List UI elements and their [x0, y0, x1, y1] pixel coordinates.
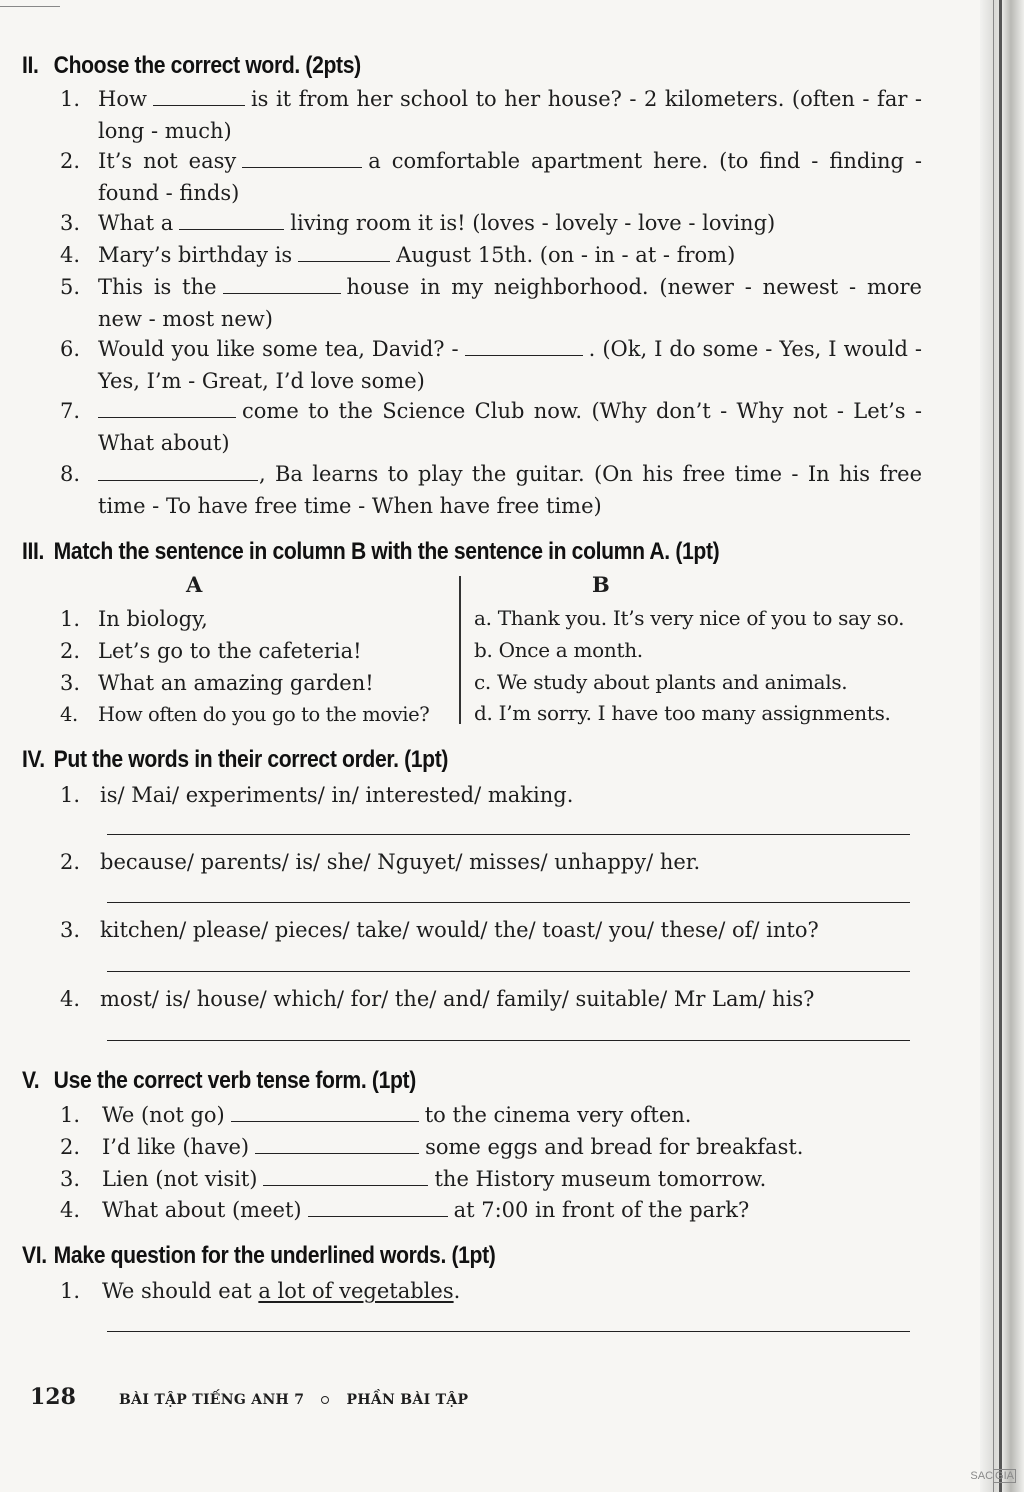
item-number: 1. [60, 607, 81, 631]
item-text: Would you like some tea, David? - [98, 337, 459, 361]
watermark [970, 1470, 1016, 1482]
answer-blank[interactable] [223, 275, 341, 294]
item-number: 5. [60, 275, 81, 299]
answer-blank[interactable] [263, 1167, 428, 1186]
item-text: It’s not easy [98, 149, 237, 173]
answer-blank[interactable] [98, 399, 236, 418]
item-number: 1. [60, 87, 81, 111]
item-text: August 15th. (on - in - at - from) [396, 243, 736, 267]
item-text: Mary’s birthday is [98, 243, 293, 267]
item-text: kitchen/ please/ pieces/ take/ would/ the/ toast/ you/ these/ of/ into? [100, 918, 819, 942]
answer-line[interactable] [107, 1040, 910, 1041]
answer-line[interactable] [107, 971, 910, 972]
column-a-item [60, 699, 429, 731]
item-text: is it from her school to her house? - 2 kilometers. (often - far - long - much) [98, 87, 922, 143]
item-text: at 7:00 in front of the park? [453, 1198, 750, 1222]
item-text: . [453, 1279, 461, 1303]
section-number: III. [22, 538, 45, 565]
exercise-item [60, 1132, 922, 1164]
section-title: Choose the correct word. (2pts) [53, 52, 361, 79]
item-text: We should eat [102, 1279, 252, 1303]
section-number: V. [22, 1067, 40, 1094]
watermark-box: GIA [995, 1470, 1014, 1482]
answer-line[interactable] [107, 902, 910, 903]
exercise-item [60, 1164, 922, 1196]
item-text: We (not go) [102, 1103, 225, 1127]
item-number: 3. [60, 211, 81, 235]
exercise-item [60, 272, 922, 335]
answer-blank[interactable] [153, 87, 245, 106]
item-number: 4. [60, 987, 81, 1011]
answer-blank[interactable] [465, 337, 583, 356]
section-3-heading [22, 538, 719, 566]
item-number: 2. [60, 1135, 81, 1159]
item-text: What a [98, 211, 174, 235]
item-text: is/ Mai/ experiments/ in/ interested/ making. [100, 783, 574, 807]
item-number: 4. [60, 1198, 81, 1222]
book-title: BÀI TẬP TIẾNG ANH 7 [119, 1392, 305, 1408]
item-text: I’d like (have) [102, 1135, 250, 1159]
binding-line [999, 0, 1002, 1492]
exercise-item [60, 1100, 922, 1132]
answer-line[interactable] [107, 1331, 910, 1332]
exercise-item [60, 780, 922, 812]
section-title: Put the words in their correct order. (1pt) [53, 746, 449, 773]
section-6-heading [22, 1242, 495, 1270]
answer-blank[interactable] [179, 211, 284, 230]
item-number: 1. [60, 1103, 81, 1127]
item-number: 8. [60, 462, 81, 486]
item-text: to the cinema very often. [424, 1103, 692, 1127]
section-5-heading [22, 1067, 416, 1095]
item-text: Let’s go to the cafeteria! [98, 639, 362, 663]
answer-blank[interactable] [98, 462, 258, 481]
item-text: most/ is/ house/ which/ for/ the/ and/ family/ suitable/ Mr Lam/ his? [100, 987, 815, 1011]
answer-blank[interactable] [242, 149, 362, 168]
item-text: . (Ok, I do some - Yes, I would - Yes, I’m - Great, I’d love some) [98, 337, 922, 393]
exercise-item [60, 146, 922, 209]
column-a-item [60, 668, 374, 700]
book-part: PHẦN BÀI TẬP [346, 1392, 469, 1408]
item-text: In biology, [98, 607, 208, 631]
answer-blank[interactable] [255, 1135, 419, 1154]
item-text: some eggs and bread for breakfast. [425, 1135, 804, 1159]
exercise-item [60, 84, 922, 147]
answer-blank[interactable] [308, 1198, 448, 1217]
exercise-item [60, 334, 922, 397]
exercise-item [60, 240, 922, 272]
item-text: What about (meet) [102, 1198, 302, 1222]
column-b-item: a. Thank you. It’s very nice of you to say so. [474, 606, 905, 630]
watermark-prefix: SAC [970, 1470, 994, 1482]
section-number: IV. [22, 746, 45, 773]
section-2-heading [22, 52, 361, 80]
item-number: 2. [60, 149, 81, 173]
item-number: 2. [60, 639, 81, 663]
page-footer [30, 1384, 468, 1410]
column-divider [459, 576, 461, 724]
item-text: How often do you go to the movie? [98, 703, 430, 726]
underlined-words: a lot of vegetables [258, 1279, 454, 1303]
item-text: because/ parents/ is/ she/ Nguyet/ misses/ unhappy/ her. [100, 850, 701, 874]
column-a-item [60, 604, 208, 636]
item-text: Lien (not visit) [102, 1167, 258, 1191]
item-text: a comfortable apartment here. (to find - finding - found - finds) [98, 149, 922, 205]
top-rule [0, 6, 60, 7]
item-text: the History museum tomorrow. [434, 1167, 767, 1191]
column-b-item: b. Once a month. [474, 638, 643, 662]
item-number: 6. [60, 337, 81, 361]
item-text: come to the Science Club now. (Why don’t - Why not - Let’s - What about) [98, 399, 922, 455]
item-number: 2. [60, 850, 81, 874]
exercise-item [60, 915, 922, 947]
item-number: 3. [60, 1167, 81, 1191]
page-number: 128 [30, 1384, 76, 1410]
exercise-item [60, 1195, 922, 1227]
column-b-item: d. I’m sorry. I have too many assignments. [474, 701, 891, 725]
item-text: house in my neighborhood. (newer - newest - more new - most new) [98, 275, 922, 331]
exercise-item [60, 1276, 922, 1308]
answer-blank[interactable] [298, 243, 390, 262]
section-4-heading [22, 746, 448, 774]
section-number: II. [22, 52, 39, 79]
item-number: 1. [60, 1279, 81, 1303]
item-number: 1. [60, 783, 81, 807]
column-a-item [60, 636, 362, 668]
item-number: 3. [60, 918, 81, 942]
column-a-header: A [186, 572, 203, 597]
page-binding-edge [980, 0, 1024, 1492]
answer-line[interactable] [107, 834, 910, 835]
answer-blank[interactable] [231, 1103, 419, 1122]
item-number: 4. [60, 243, 81, 267]
exercise-item [60, 984, 922, 1016]
item-text: This is the [98, 275, 217, 299]
exercise-item [60, 208, 922, 240]
item-number: 3. [60, 671, 81, 695]
exercise-item [60, 396, 922, 459]
item-text: , Ba learns to play the guitar. (On his free time - In his free time - To have free time - When have free time) [98, 462, 922, 518]
bullet-icon [321, 1396, 329, 1404]
section-number: VI. [22, 1242, 47, 1269]
item-number: 4. [60, 703, 78, 726]
section-title: Make question for the underlined words. (1pt) [53, 1242, 496, 1269]
column-b-item: c. We study about plants and animals. [474, 670, 848, 694]
binding-line [993, 0, 994, 1492]
item-text: living room it is! (loves - lovely - love - loving) [290, 211, 776, 235]
column-b-header: B [592, 572, 610, 597]
exercise-item [60, 847, 922, 879]
item-text: What an amazing garden! [98, 671, 374, 695]
section-title: Match the sentence in column B with the sentence in column A. (1pt) [53, 538, 720, 565]
item-text: How [98, 87, 147, 111]
item-number: 7. [60, 399, 81, 423]
section-title: Use the correct verb tense form. (1pt) [53, 1067, 416, 1094]
exercise-item [60, 459, 922, 522]
